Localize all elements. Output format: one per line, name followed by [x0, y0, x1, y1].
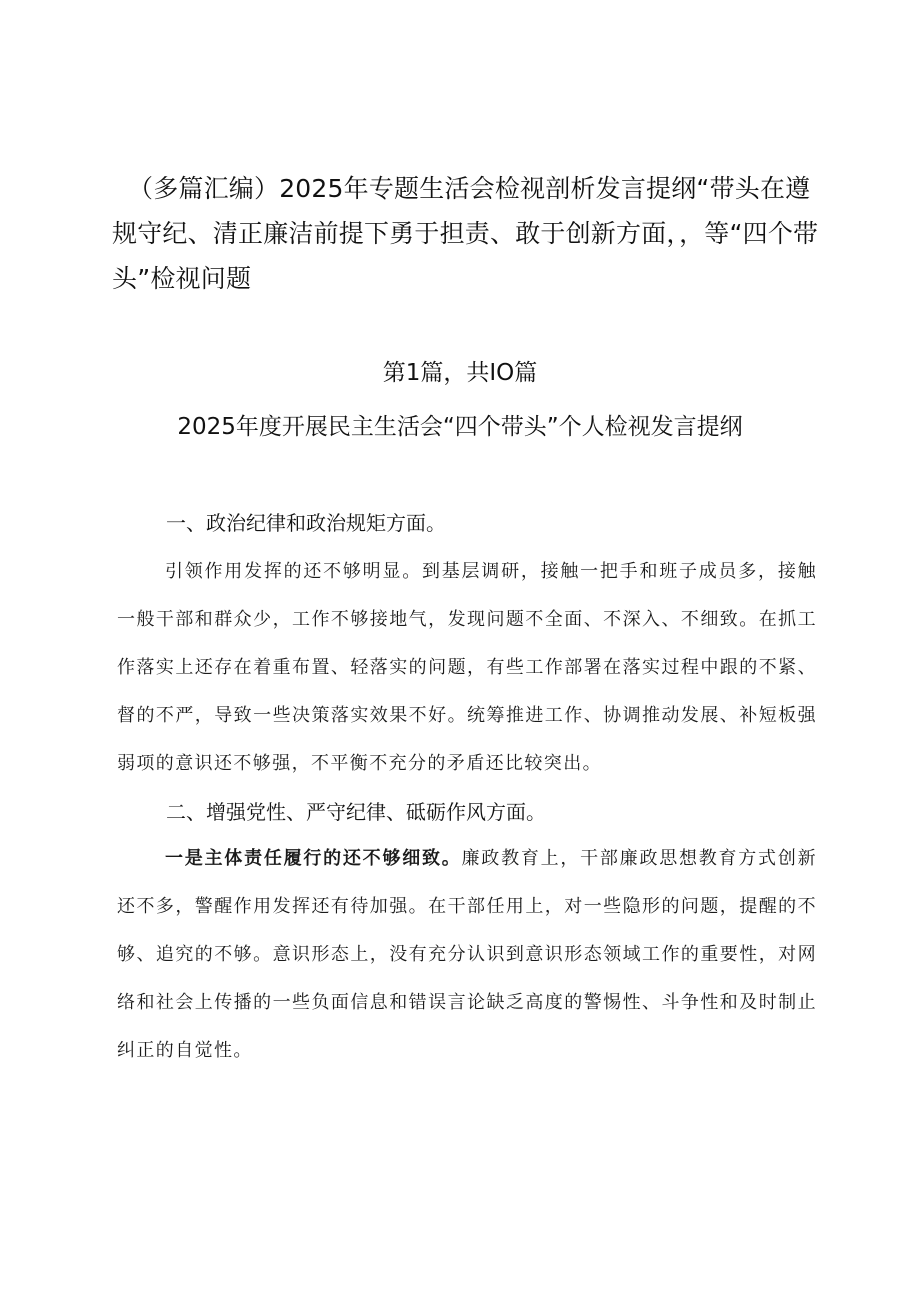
- part-label: 第1篇，共IO篇: [382, 360, 538, 386]
- section-paragraph-2: [117, 835, 817, 1075]
- section-body-2: 廉政教育上，干部廉政思想教育方式创新还不多，警醒作用发挥还有待加强。在干部任用上，对一些隐形的问题，提醒的不够、追究的不够。意识形态上，没有充分认识到意识形态领域工作的重要性，对网络和社会上传播的一些负面信息和错误言论缺乏高度的警惕性、斗争性和及时制止纠正的自觉性。: [117, 848, 817, 1061]
- section-lead-2: 一是主体责任履行的还不够细致。: [165, 848, 462, 869]
- section-paragraph-1: 引领作用发挥的还不够明显。到基层调研，接触一把手和班子成员多，接触一般干部和群众少，工作不够接地气，发现问题不全面、不深入、不细致。在抓工作落实上还存在着重布置、轻落实的问题，有些工作部署在落实过程中跟的不紧、督的不严，导致一些决策落实效果不好。统筹推进工作、协调推动发展、补短板强弱项的意识还不够强，不平衡不充分的矛盾还比较突出。: [117, 561, 817, 774]
- section-heading-2: 二、增强党性、严守纪律、砥砺作风方面。: [166, 800, 546, 824]
- document-title: （多篇汇编）2025年专题生活会检视剖析发言提纲“带头在遵规守纪、清正廉洁前提下勇于担责、敢于创新方面，，等“四个带头”检视问题: [112, 174, 819, 293]
- sub-title: 2025年度开展民主生活会“四个带头”个人检视发言提纲: [177, 414, 743, 440]
- section-heading-1: 一、政治纪律和政治规矩方面。: [166, 511, 446, 535]
